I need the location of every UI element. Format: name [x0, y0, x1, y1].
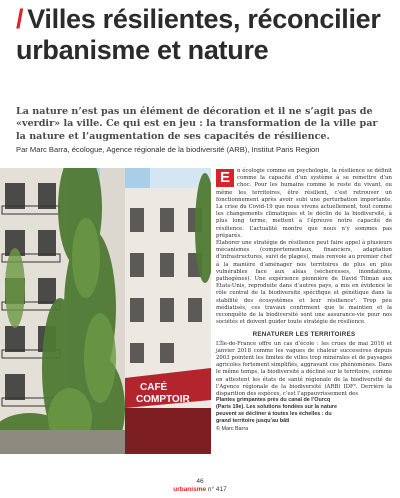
section-subhead: RENATURER LES TERRITOIRES: [252, 331, 356, 339]
paragraph-1: [216, 168, 392, 240]
paragraph-1-text: n écologie comme en psychologie, la résilience se définit comme la capacité d’un système à se remettre d’un choc. Pour les humains comme le reste du vivant, ou même les territoires, être résilient, c’est retrouver un fonctionnement après avoir subi une perturbation importante. La crise du Covid-19 que nous vivons actuellement, tout comme les changements climatiques et le déclin de la biodiversité, à plus long terme, mettent à l’épreuve notre capacité de résilience. L’actualité montre que nous n’y sommes pas préparés.: [216, 168, 392, 239]
caption-text: Plantes grimpantes près du canal de l’Ourcq (Paris 19e). Les solutions fondées sur la nature peuvent se décliner à toutes les échelles : du grand territoire jusqu’au bâti: [216, 397, 338, 425]
title-text: Villes résilientes, réconcilier urbanisme et nature: [16, 4, 381, 65]
title-slash: /: [16, 4, 24, 34]
magazine-brand: urbanisme: [173, 486, 207, 493]
page-number: 46: [196, 478, 204, 485]
article-byline: Par Marc Barra, écologue, Agence régionale de la biodiversité (ARB), Institut Paris Region: [16, 145, 320, 154]
cafe-sign-line2: COMPTOIR: [136, 394, 190, 405]
body-column: [216, 168, 392, 398]
paragraph-3: L’Île-de-France offre un cas d’école : les crues de mai 2016 et janvier 2018 comme les vagues de chaleur successives depuis 2003 pointent les limites de villes trop minérales et de paysages agricoles fortement simplifiés, aggravant ces phénomènes. Dans le même temps, la biodiversité a décliné sur le territoire, comme en attestent les états de santé régionale de la biodiversité de l’Agence régionale de la biodiversité (ARB) IDF². Derrière la disparition des espèces, c’est l’appauvrissement des: [216, 340, 392, 398]
photo-credit: © Marc Barra: [216, 426, 249, 433]
paragraph-2: Élaborer une stratégie de résilience peut faire appel à plusieurs mécanismes (comportementaux, financiers, adaptation d’infrastructures, suivi de plages), mais renvoie au premier chef à la manière d’aménager nos territoires de plus en plus vulnérables face aux aléas (sécheresses, inondations, pathogènes). Une expérience pionnière de David Tilman aux États-Unis, reproduite dans d’autres pays, a mis en évidence le rôle central de la biodiversité spécifique et génétique dans la stabilité des écosystèmes et leur résilience¹. Trop peu médiatisés, ces travaux confirment que le maintien et la reconquête de la biodiversité sont une assurance-vie pour nos sociétés et doivent guider toute stratégie de résilience.: [216, 240, 392, 326]
photo-caption: [216, 397, 346, 433]
article-title: [16, 4, 388, 66]
article-lede: La nature n’est pas un élément de décoration et il ne s’agit pas de «verdir» la ville. Ce qui est en jeu : la transformation de la ville par la nature et l’augmentation de ses capacités de résilience.: [16, 106, 378, 142]
article-photo: [0, 168, 211, 454]
cafe-sign-line1: CAFÉ: [140, 382, 168, 393]
issue-number: n° 417: [207, 486, 227, 493]
page-folio: [0, 478, 400, 494]
drop-cap: E: [216, 169, 234, 187]
